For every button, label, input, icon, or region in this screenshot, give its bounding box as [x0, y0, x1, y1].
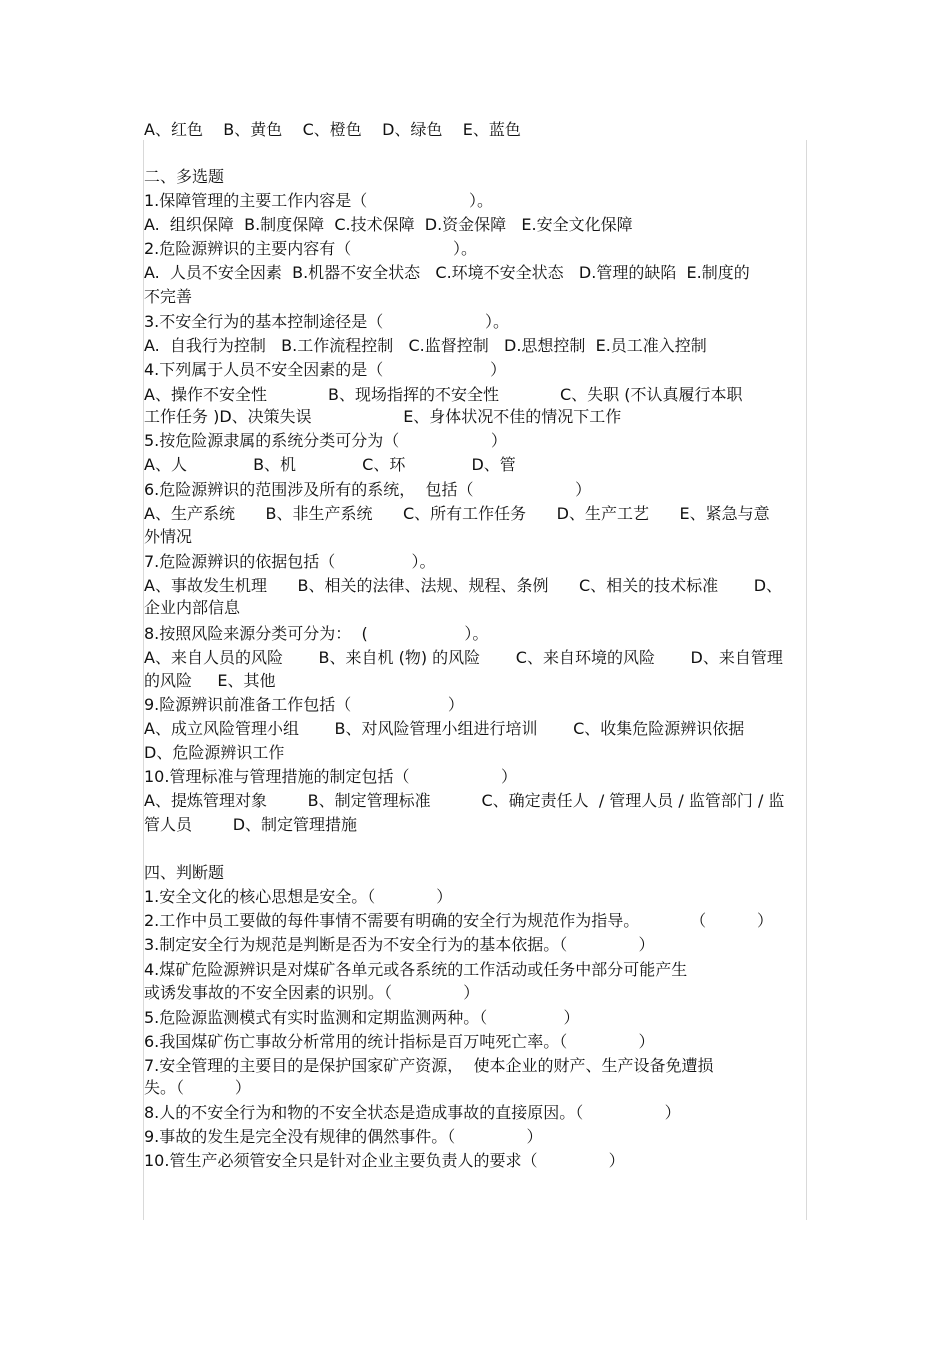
section-heading: 四、判断题 — [144, 863, 225, 882]
judgment-line: 2.工作中员工要做的每件事情不需要有明确的安全行为规范作为指导。 （ ） — [144, 911, 773, 930]
question-line: 7.危险源辨识的依据包括（ ）。 — [144, 552, 436, 571]
option-line: D、危险源辨识工作 — [144, 743, 285, 762]
option-line: A. 人员不安全因素 B.机器不安全状态 C.环境不安全状态 D.管理的缺陷 E.制度的 — [144, 263, 750, 282]
option-line: 企业内部信息 — [144, 598, 241, 617]
question-line: 8.按照风险来源分类可分为： ( ）。 — [144, 624, 489, 643]
question-line: 3.不安全行为的基本控制途径是（ ）。 — [144, 312, 509, 331]
option-line: 的风险 E、其他 — [144, 671, 276, 690]
judgment-line: 8.人的不安全行为和物的不安全状态是造成事故的直接原因。（ ） — [144, 1103, 681, 1122]
question-line: 5.按危险源隶属的系统分类可分为（ ） — [144, 431, 507, 450]
section-heading: 二、多选题 — [144, 167, 225, 186]
question-line: 4.下列属于人员不安全因素的是（ ） — [144, 360, 507, 379]
option-line: 不完善 — [144, 287, 193, 306]
option-line: A、红色 B、黄色 C、橙色 D、绿色 E、蓝色 — [144, 120, 521, 139]
judgment-line: 9.事故的发生是完全没有规律的偶然事件。（ ） — [144, 1127, 543, 1146]
judgment-line: 5.危险源监测模式有实时监测和定期监测两种。（ ） — [144, 1008, 580, 1027]
question-line: 10.管理标准与管理措施的制定包括（ ） — [144, 767, 517, 786]
question-line: 2.危险源辨识的主要内容有（ ）。 — [144, 239, 477, 258]
option-line: 管人员 D、制定管理措施 — [144, 815, 358, 834]
judgment-line: 6.我国煤矿伤亡事故分析常用的统计指标是百万吨死亡率。（ ） — [144, 1032, 655, 1051]
option-line: 外情况 — [144, 527, 193, 546]
judgment-line: 10.管生产必须管安全只是针对企业主要负责人的要求（ ） — [144, 1151, 625, 1170]
option-line: A、事故发生机理 B、相关的法律、法规、规程、条例 C、相关的技术标准 D、 — [144, 576, 783, 595]
judgment-line: 7.安全管理的主要目的是保护国家矿产资源， 使本企业的财产、生产设备免遭损 — [144, 1056, 714, 1075]
option-line: A. 组织保障 B.制度保障 C.技术保障 D.资金保障 E.安全文化保障 — [144, 215, 633, 234]
option-line: 工作任务 )D、决策失误 E、身体状况不佳的情况下工作 — [144, 407, 622, 426]
option-line: A、生产系统 B、非生产系统 C、所有工作任务 D、生产工艺 E、紧急与意 — [144, 504, 770, 523]
judgment-line: 4.煤矿危险源辨识是对煤矿各单元或各系统的工作活动或任务中部分可能产生 — [144, 960, 688, 979]
option-line: A、操作不安全性 B、现场指挥的不安全性 C、失职 (不认真履行本职 — [144, 385, 743, 404]
page-divider — [806, 140, 807, 1220]
option-line: A、提炼管理对象 B、制定管理标准 C、确定责任人 / 管理人员 / 监管部门 / 监 — [144, 791, 785, 810]
question-line: 6.危险源辨识的范围涉及所有的系统， 包括（ ） — [144, 480, 592, 499]
judgment-line: 或诱发事故的不安全因素的识别。（ ） — [144, 983, 480, 1002]
option-line: A、来自人员的风险 B、来自机 (物) 的风险 C、来自环境的风险 D、来自管理 — [144, 648, 783, 667]
judgment-line: 3.制定安全行为规范是判断是否为不安全行为的基本依据。（ ） — [144, 935, 655, 954]
question-line: 1.保障管理的主要工作内容是（ ）。 — [144, 191, 493, 210]
judgment-line: 1.安全文化的核心思想是安全。（ ） — [144, 887, 453, 906]
option-line: A. 自我行为控制 B.工作流程控制 C.监督控制 D.思想控制 E.员工准入控制 — [144, 336, 707, 355]
option-line: A、成立风险管理小组 B、对风险管理小组进行培训 C、收集危险源辨识依据 — [144, 719, 745, 738]
judgment-line: 失。（ ） — [144, 1078, 251, 1097]
option-line: A、人 B、机 C、环 D、管 — [144, 455, 516, 474]
question-line: 9.险源辨识前准备工作包括（ ） — [144, 695, 464, 714]
